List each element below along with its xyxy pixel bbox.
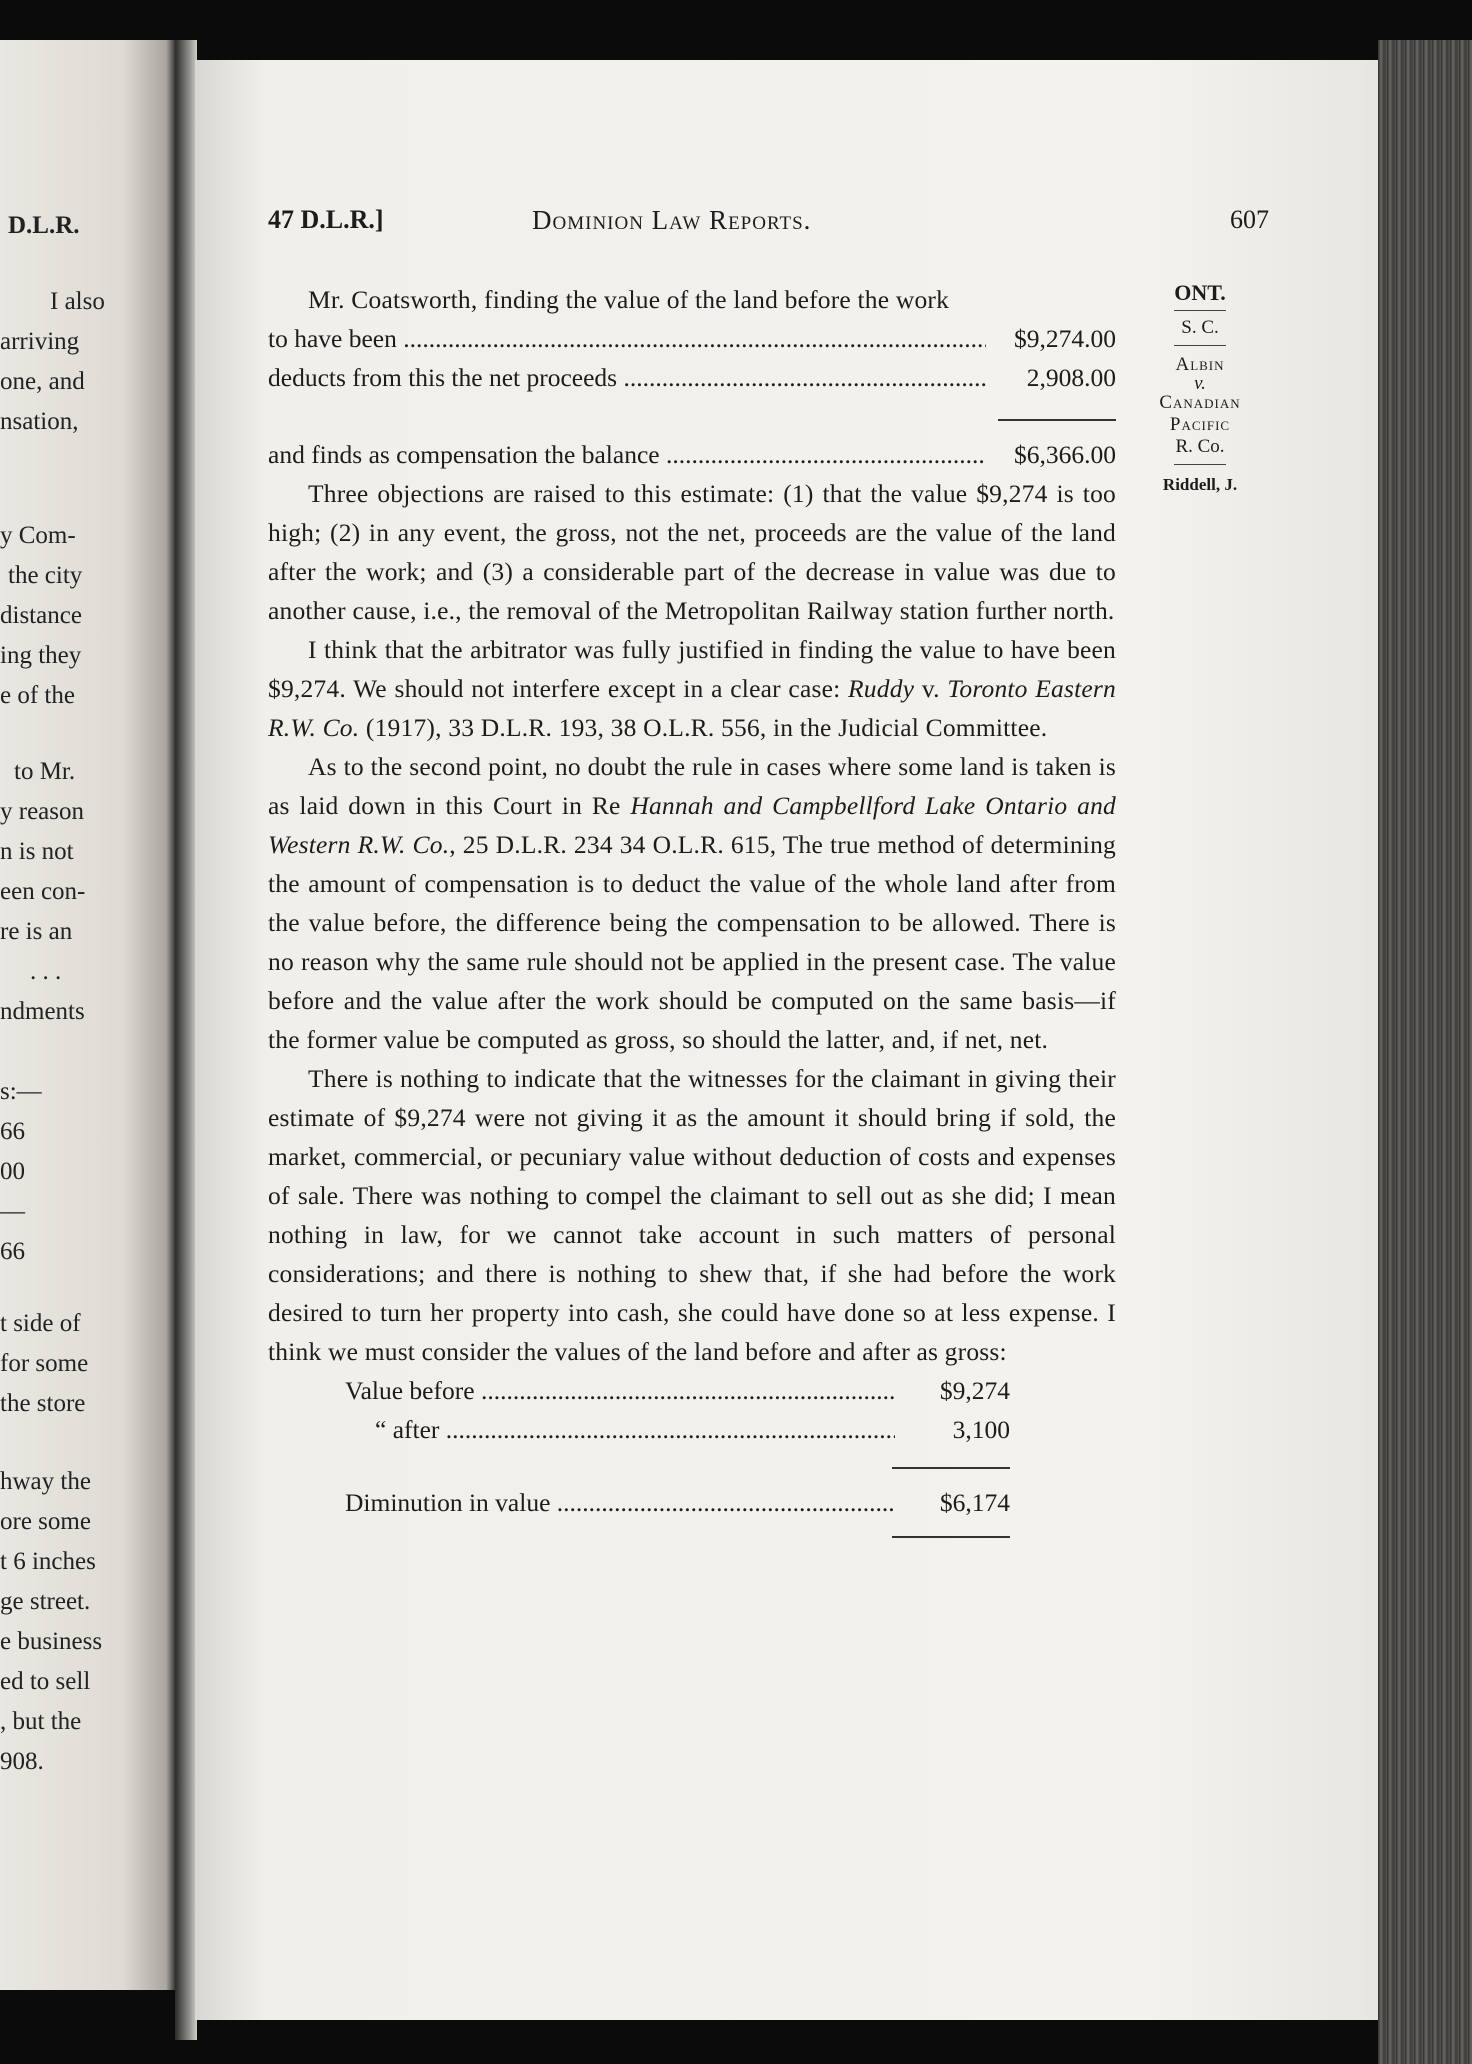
facing-page-line: een con- [0, 878, 86, 905]
sidenote-party2-line2: Pacific [1169, 414, 1231, 435]
facing-page-line: t side of [0, 1310, 81, 1337]
case-name: Hannah and Campbellford Lake Ontario and Western R.W. Co. [268, 791, 1117, 859]
ledger-row [268, 435, 1116, 474]
facing-page-line: arriving [0, 328, 80, 355]
ledger-label: to have been ..... [268, 319, 986, 358]
ledger-label: deducts from this the net proceeds ..... [268, 358, 986, 397]
ledger-row [345, 1371, 1010, 1410]
paragraph: There is nothing to indicate that the witnesses for the claimant in giving their estimate of $9,274 were not giving it as the amount it should bring if sold, the market, commercial, or pecuniary value without deduction of costs and expenses of sale. There was nothing to compel the claimant to sell out as she did; I mean nothing in law, for we cannot take account in such matters of personal considerations; and there is nothing to shew that, if she had before the work desired to turn her property into cash, she could have done so at less expense. I think we must consider the values of the land before and after as gross: [268, 1064, 1116, 1366]
ledger-label: Value before ..... [345, 1371, 895, 1410]
facing-page-line: , but the [0, 1708, 82, 1735]
sidenote [1140, 280, 1260, 495]
facing-page-line: . . . [30, 958, 62, 985]
sum-rule-wrap [345, 1522, 1010, 1552]
paragraph [268, 630, 1116, 747]
facing-page-line: 66 [0, 1238, 25, 1265]
sidenote-versus: v. [1194, 373, 1206, 394]
facing-page-line: ing they [0, 642, 82, 669]
facing-page-line: 66 [0, 1118, 25, 1145]
facing-page-line: one, and [0, 368, 85, 395]
paragraph-text: I think that the arbitrator was fully justified in finding the value to have been $9,274. We should not interfere except in a clear case: [268, 635, 1116, 703]
page-title: Dominion Law Reports. [532, 205, 812, 235]
sum-rule-wrap [268, 397, 1116, 435]
ledger-amount: $6,174 [939, 1488, 1010, 1517]
paragraph: Three objections are raised to this estimate: (1) that the value $9,274 is too high; (2) in any event, the gross, not the net, proceeds are the value of the land after the work; and (3) a considerable part of the decrease in value was due to another cause, i.e., the removal of the Metropolitan Railway station further north. [268, 479, 1116, 625]
volume-reference: 47 D.L.R.] [268, 205, 384, 234]
paragraph-text: , 25 D.L.R. 234 34 O.L.R. 615, The true method of determining the amount of compensation is to deduct the value of the whole land after from the value before, the difference being the compensation to be allowed. There is no reason why the same rule should not be applied in the present case. The value before and the value after the work should be computed on the same basis—if the former value be computed as gross, so should the latter, and, if net, net. [268, 830, 1116, 1054]
sidenote-party2-line3: R. Co. [1175, 436, 1225, 457]
facing-page-line: re is an [0, 918, 73, 945]
sidenote-judge: Riddell, J. [1162, 475, 1238, 494]
facing-page-line: e of the [0, 682, 75, 709]
facing-page-line: s:— [0, 1078, 42, 1105]
ledger-label: “ after ..... [345, 1410, 895, 1449]
sidenote-party1: Albin [1175, 354, 1225, 375]
facing-page-line: the city [8, 562, 83, 589]
facing-page-line: I also [50, 288, 105, 315]
ledger-label: Diminution in value ..... [345, 1483, 895, 1522]
facing-page-line: y Com- [0, 522, 76, 549]
facing-page-line: ndments [0, 998, 85, 1025]
ledger-row [345, 1410, 1010, 1449]
ledger-amount: $9,274 [939, 1376, 1010, 1405]
case-name: Toronto Eastern R.W. Co. [268, 674, 1116, 742]
ledger-amount: 2,908.00 [1026, 363, 1116, 392]
facing-page-line: for some [0, 1350, 89, 1377]
sidenote-division: S. C. [1181, 317, 1219, 338]
page-edges [1378, 40, 1472, 2064]
sidenote-rule [1174, 310, 1226, 311]
ledger-amount: $9,274.00 [1014, 324, 1116, 353]
sidenote-court: ONT. [1174, 280, 1226, 305]
ledger-amount: $6,366.00 [1014, 440, 1116, 469]
ledger-label: and finds as compensation the balance ..... [268, 435, 986, 474]
facing-page-line: — [0, 1198, 25, 1225]
body-text [268, 280, 1116, 1552]
facing-page-line: ge street. [0, 1588, 91, 1615]
facing-page-line: ore some [0, 1508, 91, 1535]
facing-page-line: e business [0, 1628, 103, 1655]
facing-page-line: t 6 inches [0, 1548, 96, 1575]
paragraph-text: As to the second point, no doubt the rule in cases where some land is taken is as laid down in this Court in Re [268, 752, 1116, 820]
facing-page-line: y reason [0, 798, 84, 825]
paragraph-text: (1917), 33 D.L.R. 193, 38 O.L.R. 556, in the Judicial Committee. [359, 713, 1048, 742]
ledger-row [268, 319, 1116, 358]
sidenote-rule [1174, 345, 1226, 346]
facing-page-line: to Mr. [14, 758, 76, 785]
facing-page-line: distance [0, 602, 82, 629]
ledger-amount: 3,100 [952, 1415, 1010, 1444]
sum-rule-wrap [345, 1449, 1010, 1483]
facing-page-line: nsation, [0, 408, 79, 435]
facing-page-line: the store [0, 1390, 86, 1417]
paragraph [268, 747, 1116, 1059]
sum-rule [998, 419, 1116, 421]
facing-page-line: D.L.R. [8, 212, 80, 239]
calc2-table [345, 1371, 1010, 1552]
sum-rule [892, 1536, 1010, 1538]
facing-page-line: n is not [0, 838, 74, 865]
book-gutter [175, 40, 197, 2040]
ledger-row [345, 1483, 1010, 1522]
facing-page-line: 908. [0, 1748, 44, 1775]
facing-page-line: hway the [0, 1468, 91, 1495]
facing-page-line: 00 [0, 1158, 25, 1185]
case-name: Ruddy [848, 674, 915, 703]
sidenote-rule [1174, 464, 1226, 465]
sum-rule [892, 1467, 1010, 1469]
paragraph-text: v. [914, 674, 948, 703]
calc1-intro: Mr. Coatsworth, finding the value of the land before the work [308, 285, 950, 314]
ledger-row [268, 358, 1116, 397]
sidenote-party2-line1: Canadian [1159, 392, 1241, 413]
page-number: 607 [1230, 205, 1269, 234]
facing-page-line: ed to sell [0, 1668, 91, 1695]
